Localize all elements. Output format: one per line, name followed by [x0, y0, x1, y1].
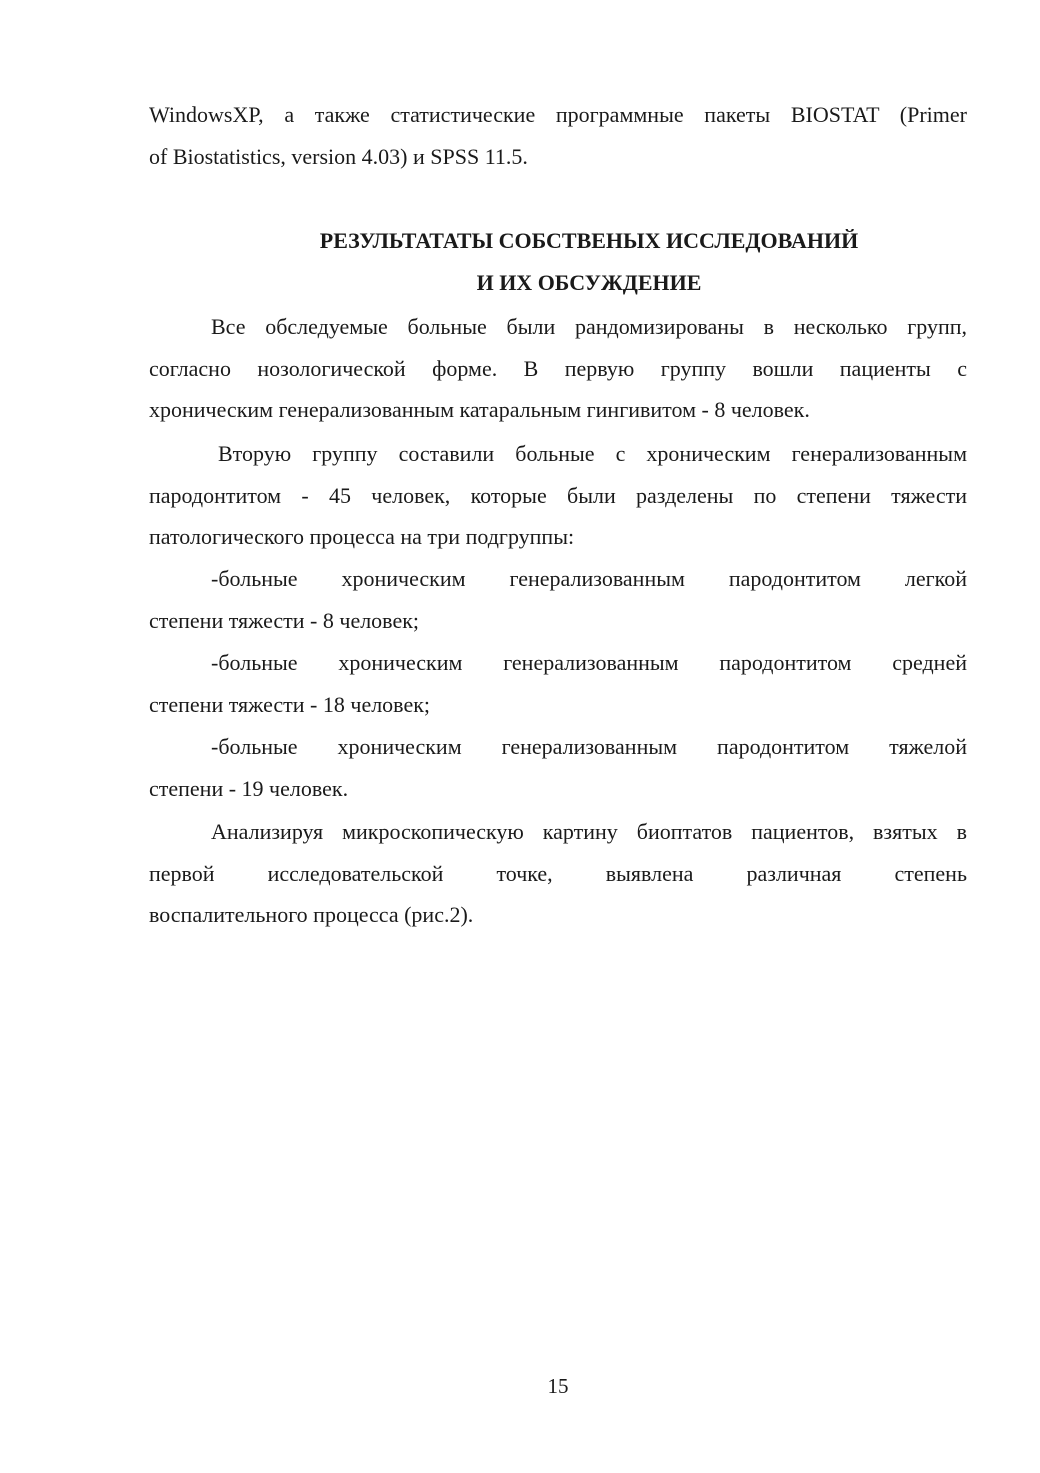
paragraph-1-line-2: согласно нозологической форме. В первую группу вошли пациенты с: [149, 355, 967, 381]
paragraph-1-line-1: Все обследуемые больные были рандомизированы в несколько групп,: [211, 314, 967, 339]
list-item-severe-line-2: степени - 19 человек.: [149, 775, 349, 801]
paragraph-analysis: [149, 811, 967, 936]
list-item-moderate-line-2: степени тяжести - 18 человек;: [149, 691, 431, 717]
paragraph-2: [149, 433, 967, 558]
list-item-moderate: [149, 642, 967, 725]
list-item-mild: [149, 558, 967, 641]
intro-paragraph: [149, 94, 967, 177]
paragraph-analysis-line-3: воспалительного процесса (рис.2).: [149, 902, 474, 927]
page-number: 15: [547, 1374, 569, 1398]
intro-line-1: WindowsXP, а также статистические программные пакеты BIOSTAT (Primer: [149, 102, 967, 127]
list-item-mild-line-2: степени тяжести - 8 человек;: [149, 607, 420, 633]
intro-line-2: of Biostatistics, version 4.03) и SPSS 11.5.: [149, 143, 528, 169]
paragraph-2-line-3: патологического процесса на три подгруппы:: [149, 524, 575, 549]
section-heading-line-2: И ИХ ОБСУЖДЕНИЕ: [476, 270, 702, 295]
list-item-severe: [149, 726, 967, 809]
paragraph-2-line-1: Вторую группу составили больные с хроническим генерализованным: [218, 441, 967, 466]
section-heading-line-1: РЕЗУЛЬТАТАТЫ СОБСТВЕНЫХ ИССЛЕДОВАНИЙ: [319, 228, 859, 253]
paragraph-analysis-line-2: первой исследовательской точке, выявлена различная степень: [149, 860, 967, 886]
list-item-moderate-line-1: -больные хроническим генерализованным пародонтитом средней: [211, 650, 967, 675]
paragraph-1-line-3: хроническим генерализованным катаральным гингивитом - 8 человек.: [149, 397, 810, 422]
list-item-severe-line-1: -больные хроническим генерализованным пародонтитом тяжелой: [211, 734, 967, 759]
paragraph-analysis-line-1: Анализируя микроскопическую картину биоптатов пациентов, взятых в: [211, 819, 967, 844]
paragraph-1: [149, 306, 967, 431]
list-item-mild-line-1: -больные хроническим генерализованным пародонтитом легкой: [211, 566, 967, 591]
paragraph-2-line-2: пародонтитом - 45 человек, которые были разделены по степени тяжести: [149, 482, 967, 508]
